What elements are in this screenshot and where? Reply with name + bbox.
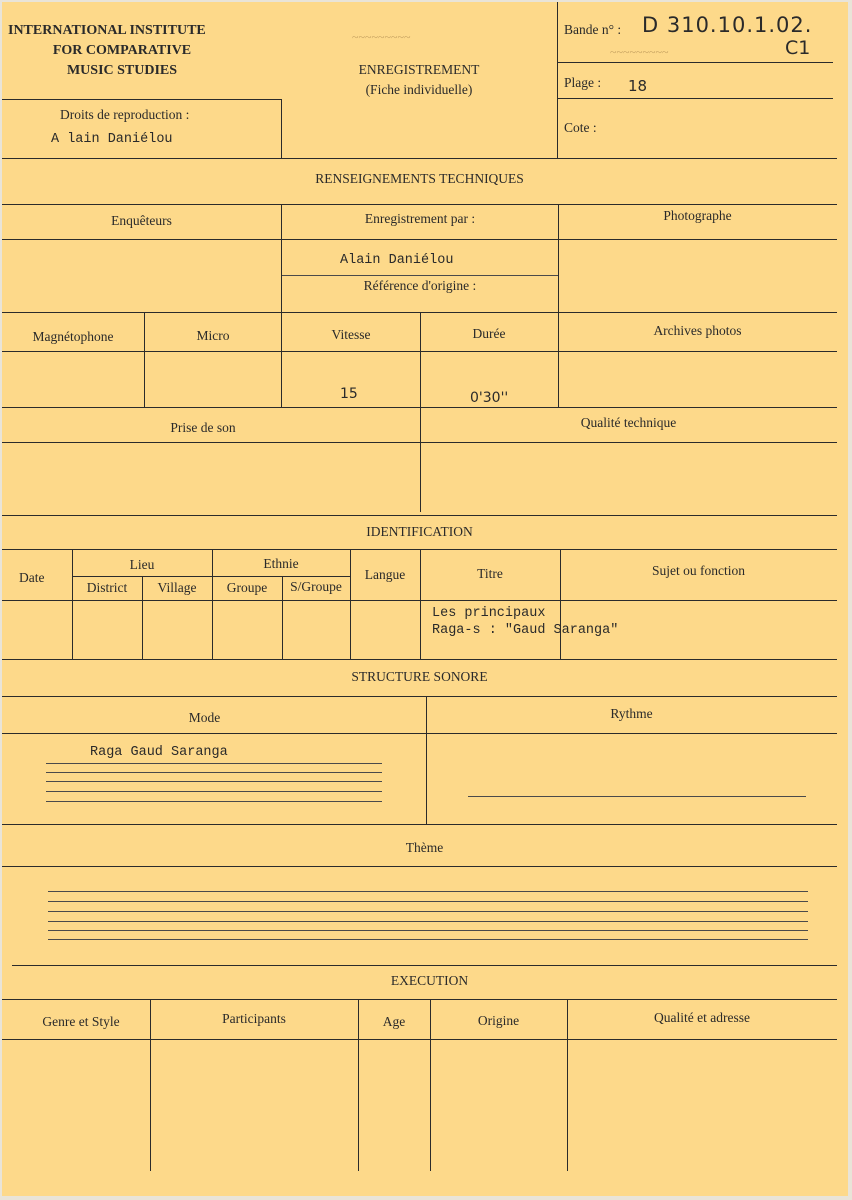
duree-value: 0'30'' <box>470 390 509 406</box>
archives-label: Archives photos <box>653 323 742 338</box>
theme-bottom-line <box>12 965 837 966</box>
section-title-structure: STRUCTURE SONORE <box>351 669 488 684</box>
photographe-label: Photographe <box>663 208 732 223</box>
header-droits-top-line <box>2 99 282 100</box>
droits-label: Droits de reproduction : <box>60 107 190 122</box>
archive-record-card <box>2 2 848 1196</box>
technique-header-line <box>2 239 837 240</box>
mode-writing-line-4 <box>46 791 382 792</box>
technique-row3-divider <box>420 407 421 512</box>
ident-divider-date <box>72 549 73 659</box>
micro-label: Micro <box>196 328 230 343</box>
titre-value-line2: Raga-s : "Gaud Saranga" <box>432 623 619 638</box>
ident-divider-langue <box>420 549 421 659</box>
header-plage-bottom-line <box>557 98 833 99</box>
theme-writing-line-2 <box>48 901 808 902</box>
theme-label: Thème <box>405 840 444 855</box>
theme-writing-line-1 <box>48 891 808 892</box>
structure-title-line <box>2 696 837 697</box>
theme-writing-line-6 <box>48 939 808 940</box>
vitesse-value: 15 <box>340 386 358 402</box>
technique-row2-divider-1 <box>144 312 145 407</box>
ident-divider-lieu <box>212 549 213 659</box>
section-title-technique: RENSEIGNEMENTS TECHNIQUES <box>315 171 524 186</box>
technique-row2-divider-3 <box>420 312 421 407</box>
ident-divider-district <box>142 576 143 659</box>
lieu-label: Lieu <box>129 557 155 572</box>
age-label: Age <box>382 1014 406 1029</box>
form-title: ENREGISTREMENT <box>358 62 480 77</box>
technique-divider-2 <box>558 204 559 312</box>
groupe-label: Groupe <box>226 580 268 595</box>
mode-writing-line-2 <box>46 772 382 773</box>
structure-header-line <box>2 733 837 734</box>
theme-header-line <box>2 866 837 867</box>
ident-header-bottom <box>2 600 837 601</box>
qualite-technique-label: Qualité technique <box>580 415 677 430</box>
origine-label: Origine <box>477 1013 520 1028</box>
bande-label: Bande n° : <box>564 22 622 37</box>
titre-value-line1: Les principaux <box>432 606 546 621</box>
enqueteurs-label: Enquêteurs <box>111 213 172 228</box>
enregistrement-value: Alain Daniélou <box>340 253 454 268</box>
rythme-writing-line <box>468 796 806 797</box>
langue-label: Langue <box>364 567 406 582</box>
technique-row3-header-line <box>2 442 837 443</box>
header-bande-bottom-line <box>557 62 833 63</box>
faint-stamp-1: ~~~~~~~~~ <box>352 30 411 44</box>
faint-stamp-2: ~~~~~~~~~ <box>610 45 669 59</box>
prise-label: Prise de son <box>170 420 236 435</box>
rythme-label: Rythme <box>610 706 653 721</box>
institute-name-line2: FOR COMPARATIVE <box>52 43 192 58</box>
theme-writing-line-5 <box>48 930 808 931</box>
technique-row2-header-line <box>2 351 837 352</box>
sujet-label: Sujet ou fonction <box>652 563 745 578</box>
duree-label: Durée <box>472 326 506 341</box>
plage-value: 18 <box>628 77 648 95</box>
structure-bottom-line <box>2 824 837 825</box>
institute-name-line1: INTERNATIONAL INSTITUTE <box>8 23 206 38</box>
header-droits-divider <box>281 99 282 158</box>
section-title-execution: EXECUTION <box>390 973 469 988</box>
execution-title-line <box>2 999 837 1000</box>
execution-header-line <box>2 1039 837 1040</box>
structure-divider <box>426 696 427 824</box>
execution-divider-2 <box>358 999 359 1171</box>
identification-bottom-line <box>2 659 837 660</box>
participants-label: Participants <box>222 1011 286 1026</box>
ethnie-label: Ethnie <box>263 556 299 571</box>
droits-value: A lain Daniélou <box>51 132 173 147</box>
technique-bottom-line <box>2 515 837 516</box>
mode-writing-line-5 <box>46 801 382 802</box>
mode-writing-line-3 <box>46 781 382 782</box>
form-subtitle: (Fiche individuelle) <box>365 82 473 97</box>
institute-name-line3: MUSIC STUDIES <box>66 63 178 78</box>
technique-row2-divider-4 <box>558 312 559 407</box>
mode-label: Mode <box>188 710 221 725</box>
execution-divider-1 <box>150 999 151 1171</box>
execution-divider-3 <box>430 999 431 1171</box>
section-title-identification: IDENTIFICATION <box>366 524 473 539</box>
sgroupe-label: S/Groupe <box>290 579 342 594</box>
header-right-divider <box>557 2 558 158</box>
titre-label: Titre <box>477 566 503 581</box>
technique-divider-1 <box>281 204 282 312</box>
ident-lieu-underline <box>72 576 350 577</box>
execution-divider-4 <box>567 999 568 1171</box>
magnetophone-label: Magnétophone <box>32 329 114 344</box>
enregistrement-underline <box>282 275 558 276</box>
mode-value: Raga Gaud Saranga <box>90 745 228 760</box>
date-label: Date <box>19 570 45 585</box>
plage-label: Plage : <box>564 75 602 90</box>
technique-title-line <box>2 204 837 205</box>
technique-row2-divider-2 <box>281 312 282 407</box>
reference-label: Référence d'origine : <box>363 278 477 293</box>
theme-writing-line-4 <box>48 921 808 922</box>
ident-divider-ethnie <box>350 549 351 659</box>
village-label: Village <box>157 580 197 595</box>
mode-writing-line-1 <box>46 763 382 764</box>
header-bottom-line <box>2 158 837 159</box>
vitesse-label: Vitesse <box>331 327 371 342</box>
ident-divider-titre <box>560 549 561 659</box>
bande-value: D 310.10.1.02. <box>642 13 813 37</box>
theme-writing-line-3 <box>48 911 808 912</box>
bande-suffix: C1 <box>785 37 811 59</box>
cote-label: Cote : <box>564 120 597 135</box>
qualite-adresse-label: Qualité et adresse <box>654 1010 750 1025</box>
ident-divider-groupe <box>282 576 283 659</box>
enregistrement-label: Enregistrement par : <box>364 211 476 226</box>
district-label: District <box>86 580 128 595</box>
genre-label: Genre et Style <box>42 1014 120 1029</box>
